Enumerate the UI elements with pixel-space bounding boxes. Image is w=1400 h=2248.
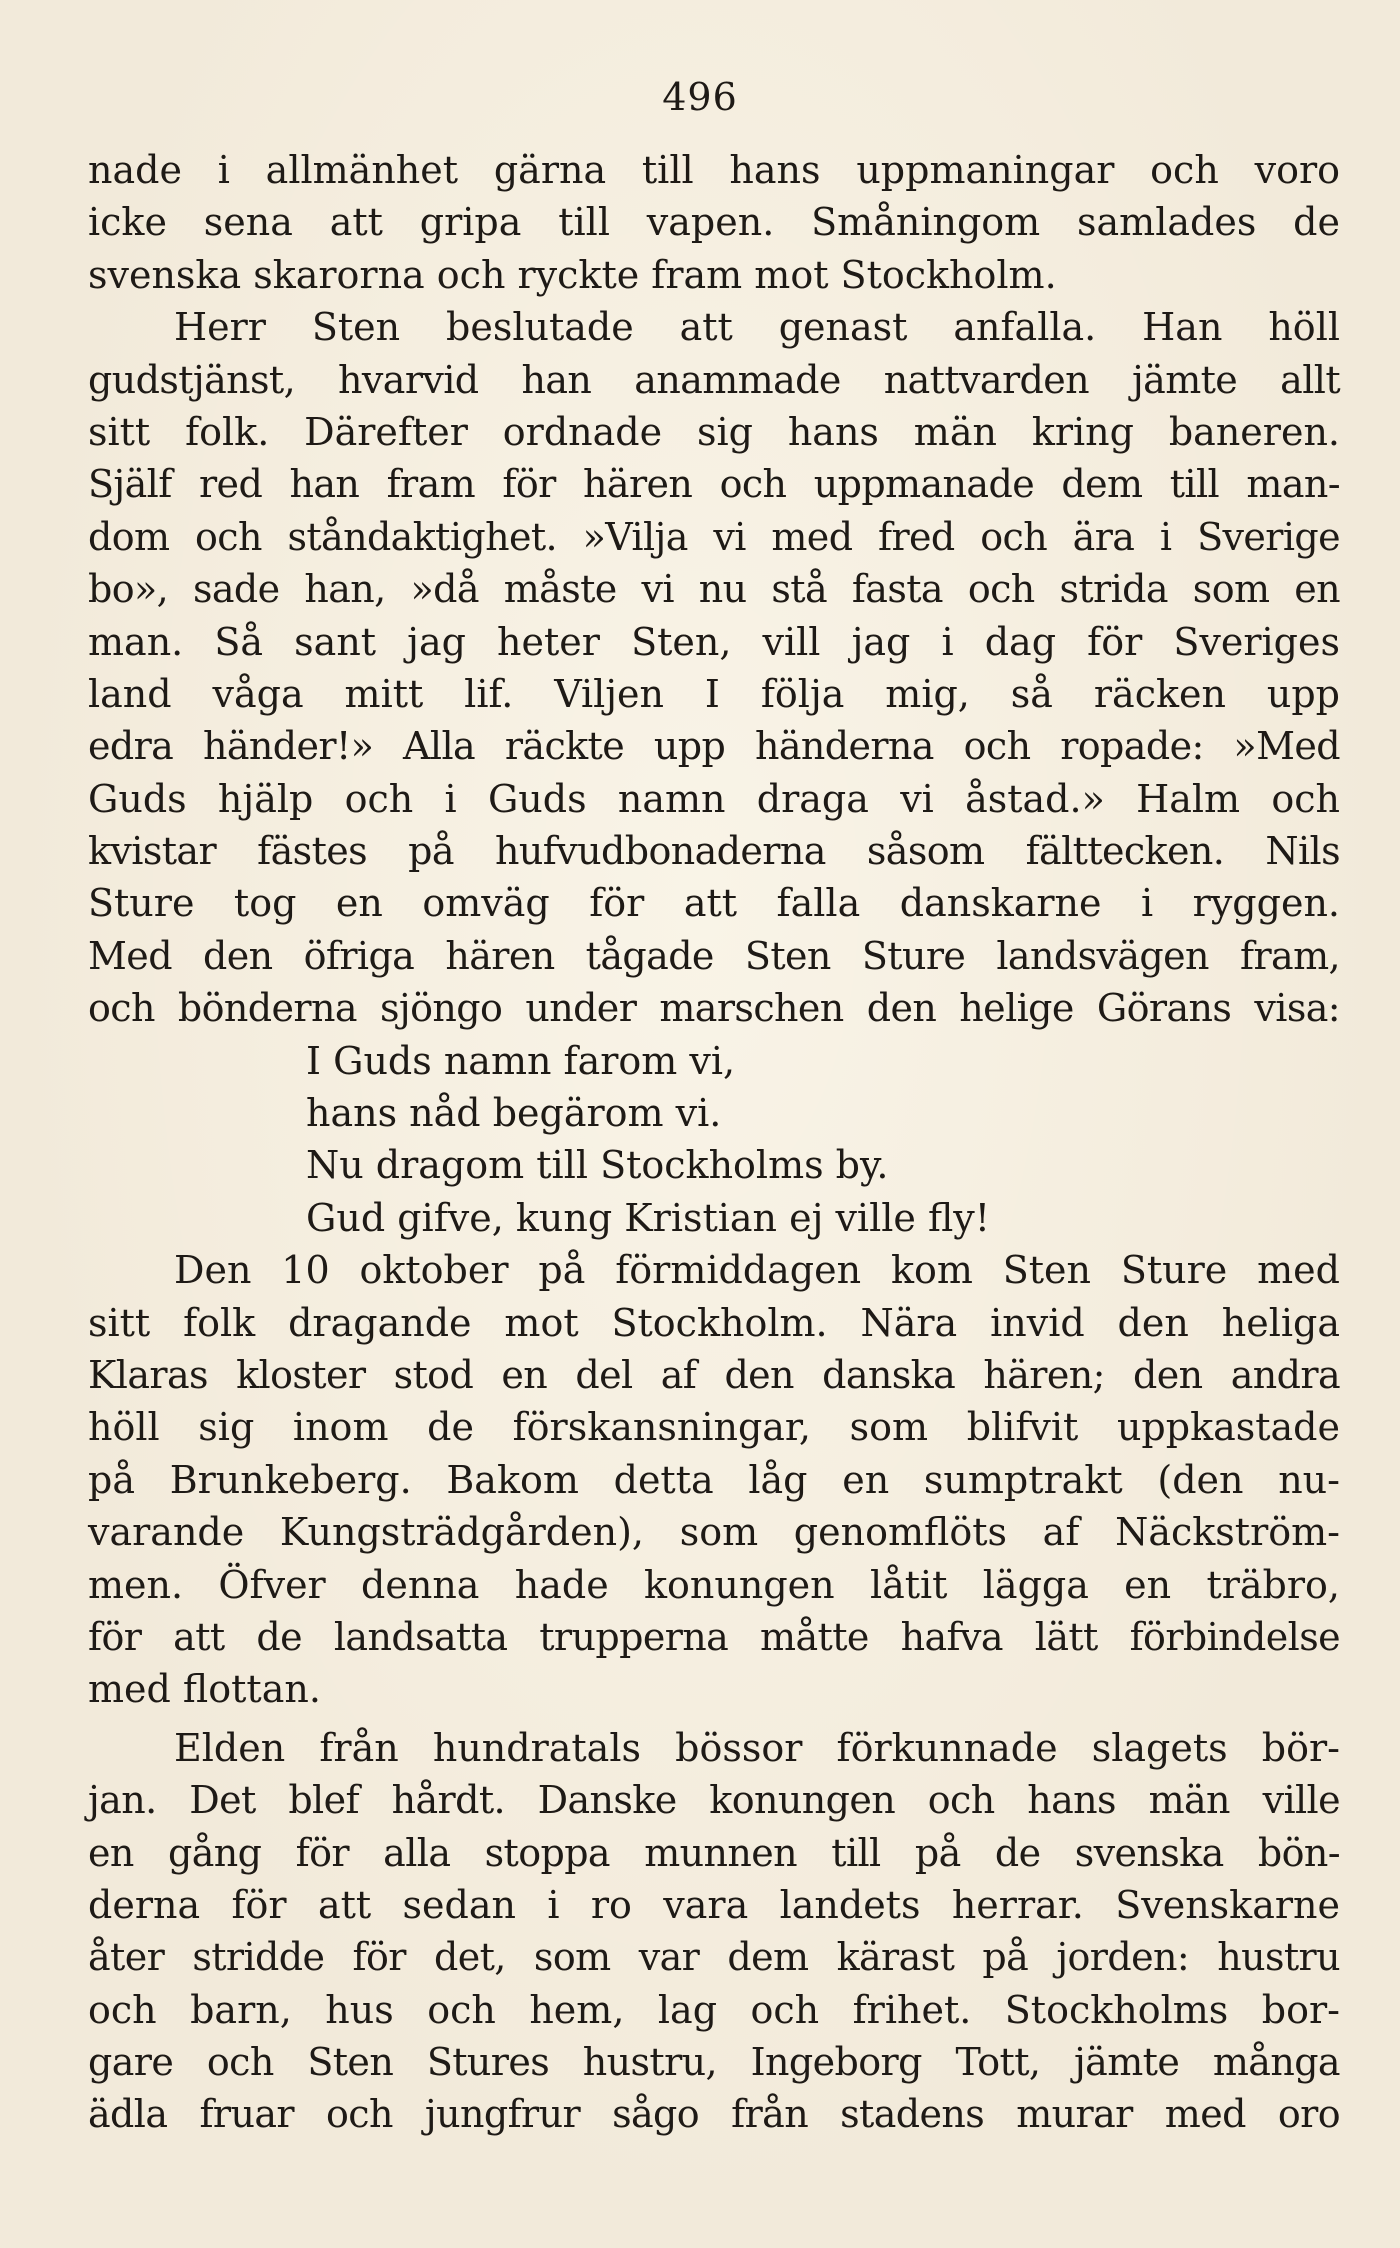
text-line: Själf red han fram för hären och uppmanade dem till man- — [88, 462, 1340, 507]
verse-line: Gud gifve, kung Kristian ej ville fly! — [306, 1195, 991, 1240]
text-line: gudstjänst, hvarvid han anammade nattvarden jämte allt — [88, 357, 1340, 402]
verse-line: hans nåd begärom vi. — [306, 1091, 722, 1136]
text-line: derna för att sedan i ro vara landets herrar. Svenskarne — [88, 1882, 1340, 1927]
text-line: sitt folk dragande mot Stockholm. Nära invid den heliga — [88, 1300, 1340, 1345]
text-line: Sture tog en omväg för att falla danskarne i ryggen. — [88, 881, 1340, 926]
text-line: nade i allmänhet gärna till hans uppmaningar och voro — [88, 148, 1340, 192]
text-line: man. Så sant jag heter Sten, vill jag i dag för Sveriges — [88, 619, 1340, 664]
text-line: jan. Det blef hårdt. Danske konungen och hans män ville — [88, 1778, 1340, 1823]
page-number: 496 — [662, 75, 738, 119]
text-line: och barn, hus och hem, lag och frihet. Stockholms bor- — [88, 1987, 1340, 2032]
verse-line: I Guds namn farom vi, — [306, 1038, 736, 1083]
text-line: dom och ståndaktighet. »Vilja vi med fred och ära i Sverige — [88, 514, 1340, 559]
text-line: en gång för alla stoppa munnen till på de svenska bön- — [88, 1830, 1340, 1875]
text-line: Med den öfriga hären tågade Sten Sture landsvägen fram, — [88, 933, 1340, 978]
text-line: men. Öfver denna hade konungen låtit lägga en träbro, — [88, 1562, 1340, 1607]
text-line: Klaras kloster stod en del af den danska hären; den andra — [88, 1352, 1340, 1397]
text-line: med flottan. — [88, 1667, 321, 1712]
text-line: svenska skarorna och ryckte fram mot Stockholm. — [88, 252, 1057, 297]
text-line: för att de landsatta trupperna måtte hafva lätt förbindelse — [88, 1614, 1340, 1659]
text-line: kvistar fästes på hufvudbonaderna såsom fälttecken. Nils — [88, 829, 1340, 874]
text-line: bo», sade han, »då måste vi nu stå fasta och strida som en — [88, 567, 1340, 612]
text-line: Herr Sten beslutade att genast anfalla. Han höll — [174, 305, 1340, 350]
text-line: icke sena att gripa till vapen. Småningom samlades de — [88, 200, 1340, 245]
text-line: åter stridde för det, som var dem kärast på jorden: hustru — [88, 1935, 1340, 1980]
verse-line: Nu dragom till Stockholms by. — [306, 1143, 889, 1188]
text-line: ädla fruar och jungfrur sågo från stadens murar med oro — [88, 2092, 1340, 2137]
body-text — [88, 144, 1340, 2141]
text-line: sitt folk. Därefter ordnade sig hans män kring baneren. — [88, 409, 1340, 454]
text-line: gare och Sten Stures hustru, Ingeborg Tott, jämte många — [88, 2040, 1340, 2085]
text-line: på Brunkeberg. Bakom detta låg en sumptrakt (den nu- — [88, 1457, 1340, 1502]
text-line: land våga mitt lif. Viljen I följa mig, så räcken upp — [88, 671, 1340, 716]
text-line: edra händer!» Alla räckte upp händerna och ropade: »Med — [88, 724, 1340, 769]
text-line: och bönderna sjöngo under marschen den helige Görans visa: — [88, 986, 1340, 1031]
text-line: Elden från hundratals bössor förkunnade slagets bör- — [174, 1725, 1340, 1770]
text-line: höll sig inom de förskansningar, som blifvit uppkastade — [88, 1405, 1340, 1450]
text-line: Guds hjälp och i Guds namn draga vi åstad.» Halm och — [88, 776, 1340, 821]
text-line: varande Kungsträdgården), som genomflöts af Näckström- — [88, 1510, 1340, 1555]
text-line: Den 10 oktober på förmiddagen kom Sten Sture med — [174, 1248, 1340, 1293]
